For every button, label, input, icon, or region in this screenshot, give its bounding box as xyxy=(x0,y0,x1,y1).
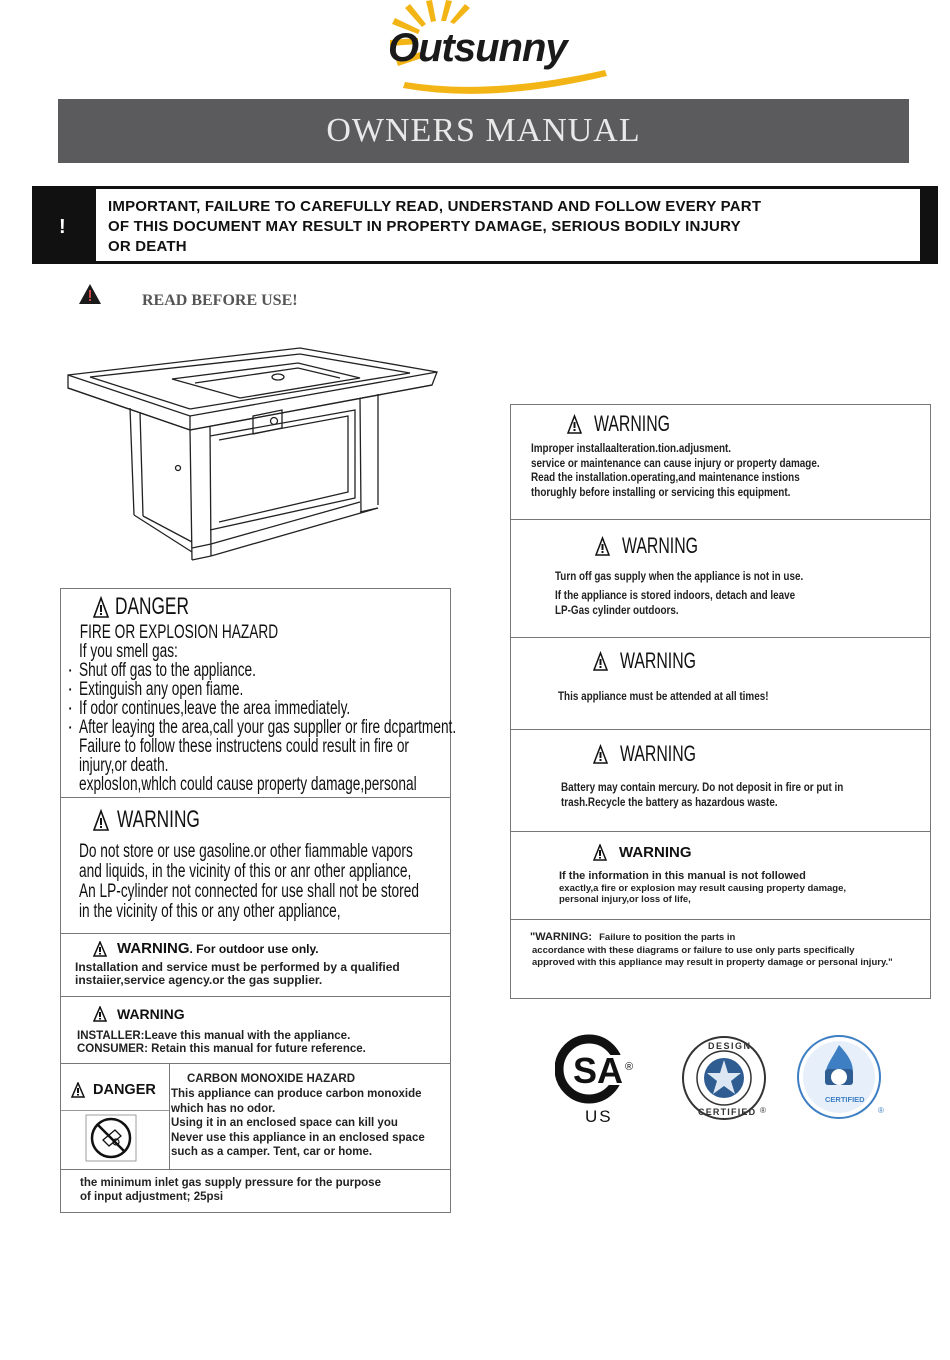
certification-logos xyxy=(550,1025,890,1135)
danger-label: DANGER xyxy=(115,593,189,620)
warning-heading xyxy=(93,1006,185,1022)
warning-vapors-box xyxy=(60,797,451,934)
text-line: accordance with these diagrams or failure to use only parts specifically xyxy=(532,945,855,956)
warning-triangle-icon xyxy=(593,744,608,764)
warning-info-section xyxy=(511,832,930,920)
warning-triangle-icon xyxy=(593,651,608,671)
danger-co-box xyxy=(60,1063,451,1170)
certified-label: CERTIFIED xyxy=(825,1095,865,1104)
text-line: instaiier,service agency.or the gas supplier. xyxy=(75,973,323,987)
warning-triangle-icon xyxy=(93,809,109,831)
text-line: Read the installation.operating,and maintenance instions xyxy=(531,472,800,484)
bullet-line xyxy=(67,698,548,719)
no-indoor-use-icon xyxy=(85,1114,137,1162)
warning-text xyxy=(79,842,551,922)
important-notice xyxy=(32,186,938,264)
bullet-line xyxy=(67,660,548,681)
danger-co-icon-column xyxy=(61,1064,170,1170)
text-line: such as a camper. Tent, car or home. xyxy=(171,1146,373,1158)
bullet-line xyxy=(67,717,548,738)
text-line: An LP-cylinder not connected for use shall not be stored xyxy=(79,881,419,902)
registered-mark: ® xyxy=(625,1061,634,1073)
text-line: and liquids, in the vicinity of this or anr other appliance, xyxy=(79,861,412,882)
warning-text xyxy=(561,781,843,810)
text-line: in the vicinity of this or any other appliance, xyxy=(79,901,341,922)
warning-label: WARNING xyxy=(619,844,692,861)
text-line: explosIon,whlch could cause property damage,personal xyxy=(79,774,417,795)
warning-heading xyxy=(595,533,728,559)
exclamation-icon: ! xyxy=(59,216,66,238)
warning-gas-supply-section xyxy=(511,520,930,638)
warning-label: WARNING xyxy=(620,648,696,673)
text-line: CONSUMER: Retain this manual for future reference. xyxy=(77,1043,366,1055)
text-line: FIRE OR EXPLOSION HAZARD xyxy=(79,622,279,643)
warning-label: WARNING xyxy=(117,940,190,957)
warning-heading xyxy=(93,940,319,957)
text-line: Turn off gas supply when the appliance is not in use. xyxy=(555,571,804,583)
text-line: which has no odor. xyxy=(171,1102,276,1115)
text-line: Do not store or use gasoline.or other fiammable vapors xyxy=(79,841,413,862)
warning-heading xyxy=(593,844,692,861)
text-line: This appliance can produce carbon monoxide xyxy=(171,1088,422,1100)
text-line: service or maintenance can cause injury or property damage. xyxy=(531,457,820,470)
danger-text xyxy=(171,1087,425,1160)
text-line: thorughly before installing or servicing this equipment. xyxy=(531,486,791,499)
inlet-pressure-note xyxy=(60,1169,451,1213)
csa-country: US xyxy=(585,1107,613,1126)
warning-heading xyxy=(593,741,726,767)
warning-prefix: "WARNING: xyxy=(530,931,593,943)
warning-triangle-icon xyxy=(593,844,607,861)
bullet: · xyxy=(67,679,74,700)
bullet: · xyxy=(67,660,74,681)
text-line: injury,or death. xyxy=(79,755,169,776)
important-line: OR DEATH xyxy=(108,238,187,255)
warning-text xyxy=(559,871,846,906)
text-line: LP-Gas cylinder outdoors. xyxy=(555,605,679,617)
text-line: approved with this appliance may result in property damage or personal injury." xyxy=(532,956,893,968)
warning-label: WARNING xyxy=(620,741,696,766)
design-certified-seal xyxy=(680,1033,780,1123)
warning-parts-section xyxy=(511,920,930,998)
title-bar xyxy=(58,99,909,163)
text-line: Never use this appliance in an enclosed space xyxy=(171,1131,425,1144)
parts-first-line xyxy=(530,931,735,943)
bullet: · xyxy=(67,717,74,738)
warning-label: WARNING xyxy=(594,411,670,436)
brand-name: Outsunny xyxy=(388,26,567,70)
warning-triangle-icon xyxy=(567,414,582,434)
warning-heading xyxy=(567,411,700,437)
registered-mark: ® xyxy=(878,1106,884,1115)
bullet-line xyxy=(67,679,548,700)
registered-mark: ® xyxy=(760,1106,766,1115)
text-line: Installation and service must be performed by a qualified xyxy=(75,960,400,974)
text-line: Extinguish any open fiame. xyxy=(79,679,244,700)
text-line: This appliance must be attended at all times! xyxy=(558,691,769,703)
co-title: CARBON MONOXIDE HAZARD xyxy=(187,1073,356,1085)
text-line: Using it in an enclosed space can kill you xyxy=(171,1117,398,1129)
exclamation-icon: ! xyxy=(905,216,912,238)
warning-text xyxy=(77,1030,366,1056)
text-line: If the information in this manual is not followed xyxy=(559,870,806,882)
warning-attended-section xyxy=(511,638,930,730)
text-line: Failure to follow these instructens could result in fire or xyxy=(79,736,409,757)
text-line: After leaying the area,call your gas suppller or fire dcpartment. xyxy=(79,717,457,738)
seal-bottom-text: CERTIFIED xyxy=(698,1107,757,1117)
warning-install-section xyxy=(511,405,930,520)
warning-heading xyxy=(93,806,232,834)
fire-table-illustration xyxy=(60,330,445,565)
text-line: Improper installaalteration.tion.adjusment. xyxy=(531,443,732,455)
warning-triangle-icon xyxy=(93,596,109,618)
warning-text xyxy=(532,945,893,968)
seal-top-text: DESIGN xyxy=(708,1041,752,1051)
note-text xyxy=(80,1176,381,1204)
danger-heading xyxy=(93,593,218,621)
divider xyxy=(61,1110,169,1111)
text-line: If you smell gas: xyxy=(79,641,178,662)
important-line: OF THIS DOCUMENT MAY RESULT IN PROPERTY DAMAGE, SERIOUS BODILY INJURY xyxy=(108,218,741,235)
bullet: · xyxy=(67,698,74,719)
danger-gas-box xyxy=(60,588,457,798)
text-line: If odor continues,leave the area immediately. xyxy=(79,698,351,719)
danger-heading xyxy=(71,1082,156,1098)
brand-logo xyxy=(360,0,620,100)
text-line: Failure to position the parts in xyxy=(599,932,736,943)
warning-triangle-icon xyxy=(93,1006,107,1022)
text-line: If the appliance is stored indoors, detach and leave xyxy=(555,590,796,602)
outdoor-note: . For outdoor use only. xyxy=(189,941,319,956)
warning-triangle-icon xyxy=(93,941,107,957)
warning-text xyxy=(558,690,768,705)
read-before-label: READ BEFORE USE! xyxy=(142,292,298,309)
text-line: Battery may contain mercury. Do not deposit in fire or put in xyxy=(561,782,844,794)
text-line: trash.Recycle the battery as hazardous waste. xyxy=(561,796,778,809)
text-line: INSTALLER:Leave this manual with the appliance. xyxy=(77,1030,351,1042)
page-title: OWNERS MANUAL xyxy=(326,112,641,149)
warning-text xyxy=(555,569,803,619)
warning-outdoor-box xyxy=(60,933,451,997)
warning-battery-section xyxy=(511,730,930,832)
warning-label: WARNING xyxy=(622,533,698,558)
text-line: exactly,a fire or explosion may result causing property damage, xyxy=(559,882,847,894)
danger-label: DANGER xyxy=(93,1082,156,1098)
warning-label: WARNING xyxy=(117,1006,185,1022)
text-line: personal injury,or loss of life, xyxy=(559,894,691,905)
blue-flame-certified-seal xyxy=(792,1033,892,1123)
text-line: Shut off gas to the appliance. xyxy=(79,660,256,681)
csa-logo xyxy=(555,1025,645,1130)
right-warnings-column xyxy=(510,404,931,999)
important-text xyxy=(96,189,920,261)
danger-text xyxy=(67,622,548,795)
text-line: of input adjustment; 25psi xyxy=(80,1191,224,1203)
warning-triangle-icon xyxy=(78,283,102,305)
warning-heading xyxy=(593,648,726,674)
warning-triangle-icon xyxy=(71,1082,85,1098)
warning-triangle-icon xyxy=(595,536,610,556)
warning-text xyxy=(75,961,400,987)
warning-installer-box xyxy=(60,996,451,1064)
text-line: the minimum inlet gas supply pressure for the purpose xyxy=(80,1177,381,1189)
important-line: IMPORTANT, FAILURE TO CAREFULLY READ, UNDERSTAND AND FOLLOW EVERY PART xyxy=(108,198,762,215)
csa-letters: SA xyxy=(573,1050,624,1091)
warning-label: WARNING xyxy=(117,806,200,833)
warning-text xyxy=(531,442,820,500)
